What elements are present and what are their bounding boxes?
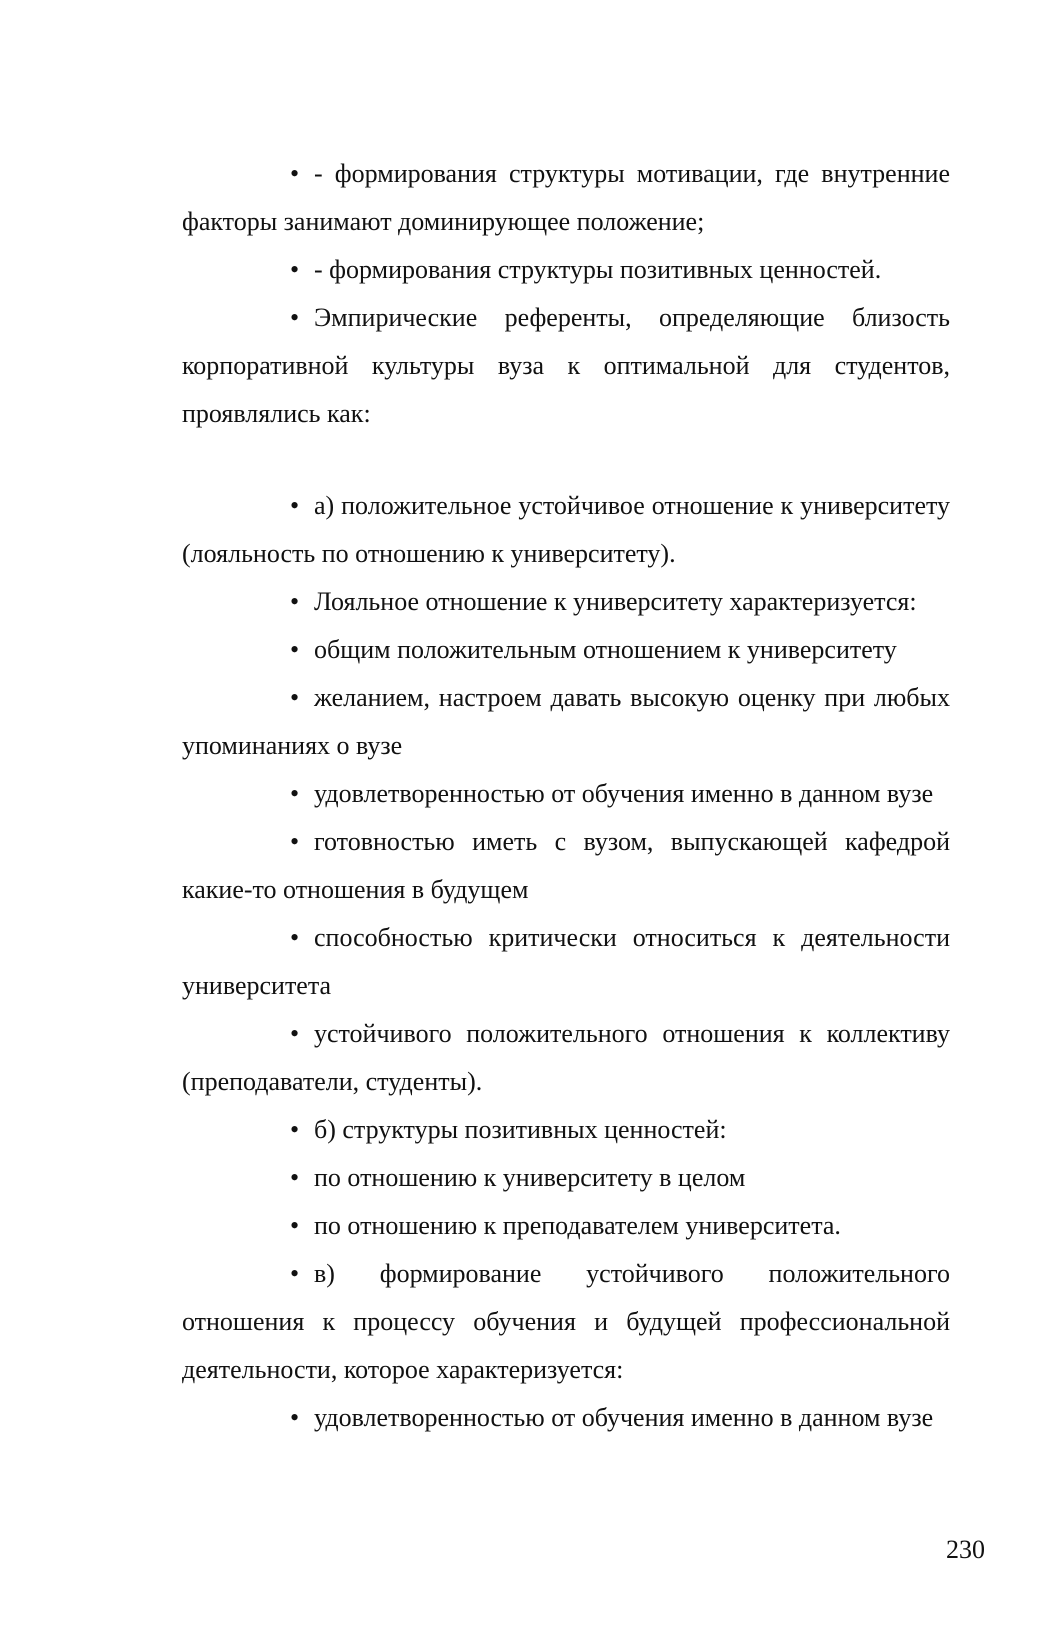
paragraph-text: Лояльное отношение к университету характеризуется: xyxy=(314,587,917,616)
bullet-icon: • xyxy=(290,1259,300,1288)
paragraph-text: готовностью иметь с вузом, выпускающей кафедрой какие-то отношения в будущем xyxy=(182,827,950,904)
paragraph-text: общим положительным отношением к университету xyxy=(314,635,897,664)
bullet-paragraph-10 xyxy=(182,914,950,1010)
bullet-icon: • xyxy=(290,159,300,188)
bullet-icon: • xyxy=(290,827,300,856)
bullet-icon: • xyxy=(290,1163,300,1192)
bullet-paragraph-2 xyxy=(182,246,950,294)
paragraph-text: по отношению к университету в целом xyxy=(314,1163,746,1192)
paragraph-text: в) формирование устойчивого положительного отношения к процессу обучения и будущей профессиональной деятельности, которое характеризуется: xyxy=(182,1259,950,1384)
paragraph-text: по отношению к преподавателем университета. xyxy=(314,1211,841,1240)
paragraph-text: удовлетворенностью от обучения именно в данном вузе xyxy=(314,1403,934,1432)
paragraph-text: желанием, настроем давать высокую оценку при любых упоминаниях о вузе xyxy=(182,683,950,760)
bullet-icon: • xyxy=(290,779,300,808)
paragraph-text: устойчивого положительного отношения к коллективу (преподаватели, студенты). xyxy=(182,1019,950,1096)
page-number: 230 xyxy=(946,1535,985,1564)
bullet-paragraph-16 xyxy=(182,1394,950,1442)
bullet-icon: • xyxy=(290,303,300,332)
bullet-paragraph-15 xyxy=(182,1250,950,1394)
bullet-icon: • xyxy=(290,635,300,664)
bullet-paragraph-7 xyxy=(182,674,950,770)
paragraph-text: Эмпирические референты, определяющие близость корпоративной культуры вуза к оптимальной для студентов, проявлялись как: xyxy=(182,303,950,428)
paragraph-text: б) структуры позитивных ценностей: xyxy=(314,1115,727,1144)
paragraph-text: способностью критически относиться к деятельности университета xyxy=(182,923,950,1000)
bullet-icon: • xyxy=(290,491,300,520)
paragraph-text: - формирования структуры мотивации, где внутренние факторы занимают доминирующее положение; xyxy=(182,159,950,236)
bullet-icon: • xyxy=(290,1115,300,1144)
bullet-paragraph-12 xyxy=(182,1106,950,1154)
bullet-icon: • xyxy=(290,683,300,712)
bullet-icon: • xyxy=(290,923,300,952)
bullet-icon: • xyxy=(290,587,300,616)
bullet-paragraph-6 xyxy=(182,626,950,674)
bullet-paragraph-14 xyxy=(182,1202,950,1250)
bullet-icon: • xyxy=(290,1211,300,1240)
bullet-paragraph-13 xyxy=(182,1154,950,1202)
paragraph-text: - формирования структуры позитивных ценностей. xyxy=(314,255,882,284)
bullet-paragraph-3 xyxy=(182,294,950,438)
bullet-paragraph-5 xyxy=(182,578,950,626)
page-body xyxy=(182,150,950,1442)
bullet-paragraph-4 xyxy=(182,482,950,578)
bullet-paragraph-1 xyxy=(182,150,950,246)
bullet-paragraph-8 xyxy=(182,770,950,818)
paragraph-text: а) положительное устойчивое отношение к университету (лояльность по отношению к университету). xyxy=(182,491,950,568)
bullet-icon: • xyxy=(290,255,300,284)
bullet-icon: • xyxy=(290,1403,300,1432)
bullet-paragraph-11 xyxy=(182,1010,950,1106)
paragraph-text: удовлетворенностью от обучения именно в данном вузе xyxy=(314,779,934,808)
bullet-icon: • xyxy=(290,1019,300,1048)
bullet-paragraph-9 xyxy=(182,818,950,914)
